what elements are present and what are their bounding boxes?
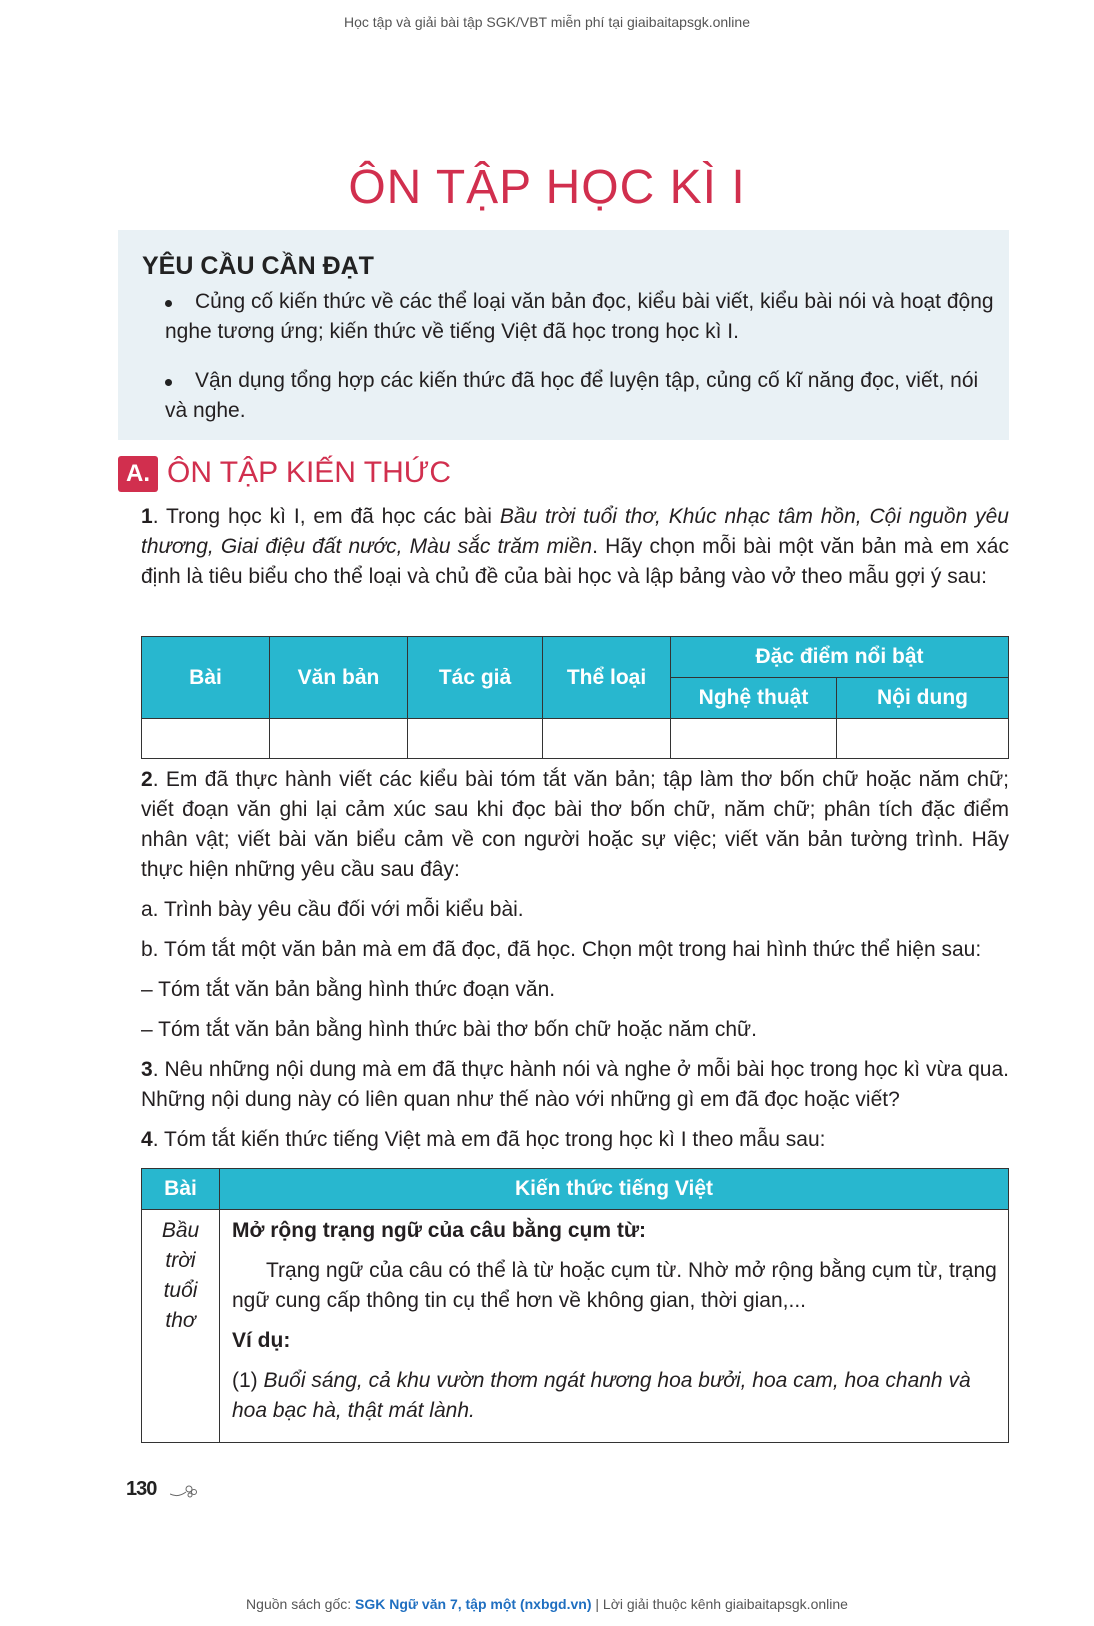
footer-suffix: | Lời giải thuộc kênh giaibaitapsgk.online bbox=[591, 1596, 848, 1612]
knowledge-body: Trạng ngữ của câu có thể là từ hoặc cụm từ. Nhờ mở rộng bằng cụm từ, trạng ngữ cung cấp thông tin cụ thể hơn về không gian, thời gian,... bbox=[232, 1259, 997, 1312]
requirement-item bbox=[165, 287, 995, 347]
question-2 bbox=[141, 765, 1009, 885]
question-2b: b. Tóm tắt một văn bản mà em đã đọc, đã học. Chọn một trong hai hình thức thể hiện sau: bbox=[141, 938, 982, 961]
table-header: Bài bbox=[142, 1169, 220, 1210]
question-text: . Em đã thực hành viết các kiểu bài tóm tắt văn bản; tập làm thơ bốn chữ hoặc năm chữ; viết đoạn văn ghi lại cảm xúc sau khi đọc bài thơ bốn chữ, năm chữ; phân tích đặc điểm nhân vật; viết bài văn biểu cảm về con người hoặc sự việc; viết văn bản tường trình. Hãy thực hiện những yêu cầu sau đây: bbox=[141, 768, 1009, 881]
question-text: . Trong học kì I, em đã học các bài bbox=[152, 505, 500, 528]
lesson-name-line: tuổi bbox=[163, 1279, 198, 1302]
question-3 bbox=[141, 1055, 1009, 1115]
example-label: Ví dụ: bbox=[232, 1329, 291, 1352]
requirement-text: Vận dụng tổng hợp các kiến thức đã học để luyện tập, củng cố kĩ năng đọc, viết, nói và nghe. bbox=[165, 369, 979, 422]
knowledge-heading: Mở rộng trạng ngữ của câu bằng cụm từ: bbox=[232, 1219, 647, 1242]
flower-ornament-icon bbox=[170, 1480, 198, 1500]
page-number: 130 bbox=[126, 1478, 157, 1500]
example-number: (1) bbox=[232, 1369, 264, 1392]
question-number: 1 bbox=[141, 505, 153, 528]
vietnamese-knowledge-table bbox=[141, 1168, 1009, 1443]
footer-source-link[interactable]: SGK Ngữ văn 7, tập một (nxbgd.vn) bbox=[355, 1596, 592, 1612]
table-subheader: Nội dung bbox=[837, 678, 1009, 719]
example-text: Buổi sáng, cả khu vườn thơm ngát hương hoa bưởi, hoa cam, hoa chanh và hoa bạc hà, thật mát lành. bbox=[232, 1369, 971, 1422]
lesson-cell bbox=[142, 1210, 220, 1443]
lesson-name-line: trời bbox=[165, 1249, 196, 1272]
table-group-header: Đặc điểm nổi bật bbox=[671, 637, 1009, 678]
table-cell bbox=[142, 719, 270, 759]
table-cell bbox=[408, 719, 543, 759]
question-2a: a. Trình bày yêu cầu đối với mỗi kiểu bài. bbox=[141, 898, 524, 921]
question-4 bbox=[141, 1125, 1009, 1155]
dash-item: – Tóm tắt văn bản bằng hình thức đoạn văn. bbox=[141, 978, 556, 1001]
question-1 bbox=[141, 502, 1009, 592]
table-header: Thể loại bbox=[543, 637, 671, 719]
lesson-name-line: thơ bbox=[165, 1309, 196, 1332]
question-number: 4 bbox=[141, 1128, 153, 1151]
question-number: 3 bbox=[141, 1058, 153, 1081]
table-header: Bài bbox=[142, 637, 270, 719]
table-cell bbox=[671, 719, 837, 759]
page-title: ÔN TẬP HỌC KÌ I bbox=[348, 161, 746, 214]
question-text: . Nêu những nội dung mà em đã thực hành nói và nghe ở mỗi bài học trong học kì vừa qua. Những nội dung này có liên quan như thế nào với những gì em đã đọc hoặc viết? bbox=[141, 1058, 1009, 1111]
table-header: Kiến thức tiếng Việt bbox=[220, 1169, 1009, 1210]
requirements-heading: YÊU CẦU CẦN ĐẠT bbox=[142, 252, 374, 280]
table-cell bbox=[270, 719, 408, 759]
table-header: Văn bản bbox=[270, 637, 408, 719]
footer-note bbox=[0, 1596, 1094, 1612]
table-row bbox=[142, 1210, 1009, 1443]
bullet-icon bbox=[165, 379, 172, 386]
knowledge-cell bbox=[220, 1210, 1009, 1443]
lesson-name-line: Bầu bbox=[161, 1219, 200, 1242]
section-title: ÔN TẬP KIẾN THỨC bbox=[167, 456, 452, 489]
table-cell bbox=[543, 719, 671, 759]
requirement-text: Củng cố kiến thức về các thể loại văn bản đọc, kiểu bài viết, kiểu bài nói và hoạt động nghe tương ứng; kiến thức về tiếng Việt đã học trong học kì I. bbox=[165, 290, 994, 343]
table-row bbox=[142, 719, 1009, 759]
requirement-item bbox=[165, 366, 995, 426]
footer-prefix: Nguồn sách gốc: bbox=[246, 1596, 356, 1612]
example-sentence bbox=[232, 1366, 998, 1426]
question-text: . Hãy chọn mỗi bài một văn bản mà em xác định là tiêu biểu cho thể loại và chủ đề của bài học và lập bảng vào vở theo mẫu gợi ý sau: bbox=[141, 535, 1009, 588]
lesson-summary-table bbox=[141, 636, 1009, 759]
bullet-icon bbox=[165, 300, 172, 307]
question-text: . Tóm tắt kiến thức tiếng Việt mà em đã học trong học kì I theo mẫu sau: bbox=[152, 1128, 826, 1151]
table-header: Tác giả bbox=[408, 637, 543, 719]
dash-item: – Tóm tắt văn bản bằng hình thức bài thơ bốn chữ hoặc năm chữ. bbox=[141, 1018, 757, 1041]
question-number: 2 bbox=[141, 768, 153, 791]
table-cell bbox=[837, 719, 1009, 759]
header-note: Học tập và giải bài tập SGK/VBT miễn phí tại giaibaitapsgk.online bbox=[344, 14, 750, 30]
section-badge: A. bbox=[118, 456, 158, 492]
table-subheader: Nghệ thuật bbox=[671, 678, 837, 719]
lesson-titles: Bầu trời tuổi thơ, Khúc nhạc tâm hồn, Cội nguồn yêu thương, Giai điệu đất nước, Màu sắc trăm miền bbox=[141, 505, 1009, 558]
